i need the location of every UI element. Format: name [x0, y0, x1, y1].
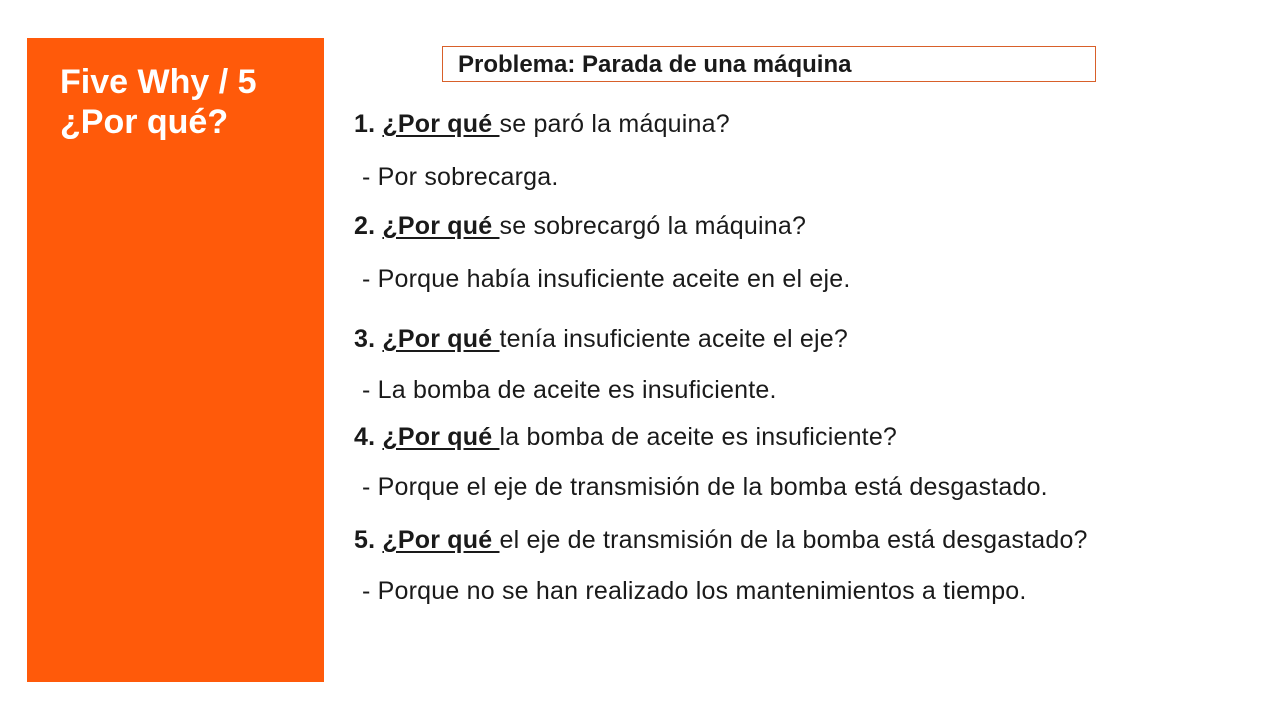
why-marker: ¿Por qué	[382, 110, 500, 138]
question-number: 2.	[354, 212, 376, 240]
why-marker: ¿Por qué	[382, 526, 500, 554]
question-2	[354, 211, 806, 241]
question-text: la bomba de aceite es insuficiente?	[499, 423, 898, 451]
answer-2: - Porque había insuficiente aceite en el eje.	[362, 265, 851, 293]
question-text: se paró la máquina?	[499, 110, 730, 138]
problem-box	[442, 46, 1096, 82]
side-title	[60, 62, 310, 142]
question-text: se sobrecargó la máquina?	[499, 212, 807, 240]
question-number: 4.	[354, 423, 376, 451]
question-text: tenía insuficiente aceite el eje?	[499, 325, 848, 353]
side-panel	[27, 38, 324, 682]
answer-3: - La bomba de aceite es insuficiente.	[362, 376, 777, 404]
why-marker: ¿Por qué	[382, 325, 500, 353]
why-marker: ¿Por qué	[382, 423, 500, 451]
question-1	[354, 109, 730, 139]
why-marker: ¿Por qué	[382, 212, 500, 240]
answer-5: - Porque no se han realizado los mantenimientos a tiempo.	[362, 577, 1027, 605]
question-4	[354, 422, 897, 452]
question-3	[354, 324, 848, 354]
question-number: 3.	[354, 325, 376, 353]
side-title-line-1: Five Why / 5	[60, 63, 257, 101]
question-5	[354, 525, 1088, 555]
question-number: 1.	[354, 110, 376, 138]
side-title-line-2: ¿Por qué?	[60, 103, 229, 141]
answer-1: - Por sobrecarga.	[362, 163, 559, 191]
problem-statement: Problema: Parada de una máquina	[458, 51, 852, 78]
question-number: 5.	[354, 526, 376, 554]
question-text: el eje de transmisión de la bomba está desgastado?	[499, 526, 1088, 554]
answer-4: - Porque el eje de transmisión de la bomba está desgastado.	[362, 473, 1048, 501]
